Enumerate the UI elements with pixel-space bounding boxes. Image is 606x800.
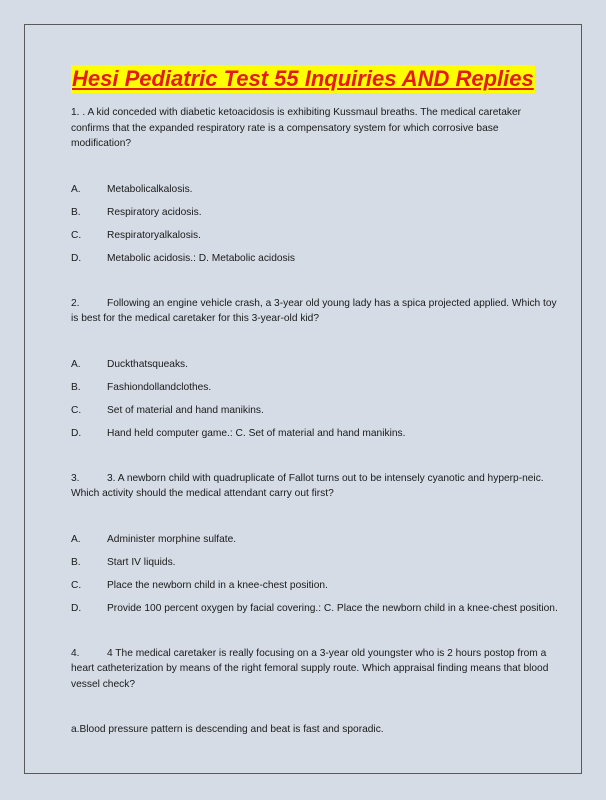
option-text: Metabolicalkalosis. — [107, 183, 193, 195]
option-text: Respiratory acidosis. — [107, 206, 202, 218]
question-body: Following an engine vehicle crash, a 3-year old young lady has a spica projected applied. Which toy is best for the medical caretaker for this 3-year-old kid? — [71, 297, 557, 324]
question-number: 2. — [71, 297, 80, 309]
question-body: 4 The medical caretaker is really focusing on a 3-year old youngster who is 2 hours postop from a heart catheterization by means of the right femoral supply route. Which appraisal finding means that blood vessel check? — [71, 647, 549, 690]
document-title: Hesi Pediatric Test 55 Inquiries AND Replies — [72, 66, 534, 91]
document-content — [71, 65, 561, 745]
option-letter: A. — [71, 183, 81, 195]
option-list — [71, 182, 561, 267]
option-a — [71, 357, 561, 373]
option-b — [71, 555, 561, 571]
option-text: Duckthatsqueaks. — [107, 358, 188, 370]
option-c — [71, 578, 561, 594]
option-text: Set of material and hand manikins. — [107, 404, 264, 416]
document-page — [24, 24, 582, 774]
question-number: 3. — [71, 472, 80, 484]
option-text: Hand held computer game.: C. Set of material and hand manikins. — [107, 427, 406, 439]
question-3 — [71, 471, 561, 617]
question-1 — [71, 105, 561, 266]
option-a — [71, 182, 561, 198]
option-list — [71, 722, 561, 738]
option-d — [71, 251, 561, 267]
option-text: Provide 100 percent oxygen by facial covering.: C. Place the newborn child in a knee-chest position. — [107, 602, 558, 614]
option-a — [71, 722, 561, 738]
option-list — [71, 357, 561, 442]
question-number: 4. — [71, 647, 80, 659]
option-d — [71, 426, 561, 442]
option-text: Metabolic acidosis.: D. Metabolic acidosis — [107, 252, 295, 264]
option-letter: A. — [71, 533, 81, 545]
option-b — [71, 380, 561, 396]
question-body: . A kid conceded with diabetic ketoacidosis is exhibiting Kussmaul breaths. The medical caretaker confirms that the expanded respiratory rate is a compensatory system for which corrosive base modification? — [71, 107, 522, 149]
option-letter: D. — [71, 602, 82, 614]
question-body: 3. A newborn child with quadruplicate of Fallot turns out to be intensely cyanotic and hyperp-neic. Which activity should the medical attendant carry out first? — [71, 472, 544, 499]
question-text — [71, 296, 561, 327]
option-text: a.Blood pressure pattern is descending and beat is fast and sporadic. — [71, 724, 384, 735]
question-text — [71, 646, 561, 693]
question-number: 1. — [71, 107, 80, 118]
question-2 — [71, 296, 561, 442]
option-c — [71, 228, 561, 244]
option-list — [71, 532, 561, 617]
option-text: Respiratoryalkalosis. — [107, 229, 201, 241]
option-c — [71, 403, 561, 419]
option-a — [71, 532, 561, 548]
option-letter: C. — [71, 579, 82, 591]
option-d — [71, 601, 561, 617]
option-b — [71, 205, 561, 221]
option-text: Place the newborn child in a knee-chest position. — [107, 579, 328, 591]
question-4 — [71, 646, 561, 738]
option-letter: C. — [71, 229, 82, 241]
option-letter: C. — [71, 404, 82, 416]
option-letter: B. — [71, 206, 81, 218]
option-letter: D. — [71, 427, 82, 439]
option-letter: B. — [71, 381, 81, 393]
option-letter: D. — [71, 252, 82, 264]
option-text: Administer morphine sulfate. — [107, 533, 237, 545]
option-text: Fashiondollandclothes. — [107, 381, 212, 393]
option-letter: A. — [71, 358, 81, 370]
question-text — [71, 471, 561, 502]
option-letter: B. — [71, 556, 81, 568]
question-text — [71, 105, 561, 152]
option-text: Start IV liquids. — [107, 556, 176, 568]
